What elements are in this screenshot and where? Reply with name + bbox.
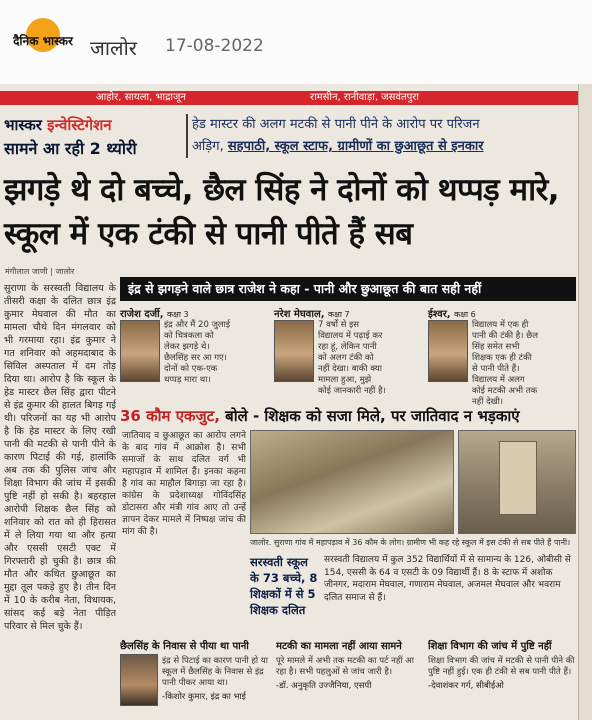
middle-column-body: जातिवाद व छुआछूत का आरोप लगने के बाद गांव में आक्रोश है। सभी समाजों के साथ दलित वर्ग भी महापड़ाव में शामिल हैं। इनका कहना है गांव का माहौल बिगाड़ा जा रहा है। कांग्रेस के प्रदेशाध्यक्ष गोविंदसिंह डोटासरा और मंत्री गांव आए तो उन्हें ज्ञापन देकर मामले में निष्पक्ष जांच की मांग की है। bbox=[122, 431, 246, 537]
bottom-col-sign: -डॉ. अनुकृति उज्जैनिया, एसपी bbox=[276, 681, 372, 691]
bottom-columns bbox=[120, 638, 576, 718]
kicker-line-2: सामने आ रही 2 थ्योरी bbox=[4, 139, 137, 158]
subheading-rest: बोले - शिक्षक को सजा मिले, पर जातिवाद न भड़काएं bbox=[225, 407, 520, 425]
area-strip-right: रामसीन, रानीवाड़ा, जसवंतपुरा bbox=[310, 92, 419, 103]
bottom-col-heading: मटकी का मामला नहीं आया सामने bbox=[276, 641, 402, 652]
bottom-col-1 bbox=[120, 638, 270, 718]
adjacent-page-edge bbox=[578, 84, 592, 720]
bottom-col-heading: शिक्षा विभाग की जांच में पुष्टि नहीं bbox=[428, 641, 552, 652]
quote-text: विद्यालय में एक ही पानी की टंकी है। छैल सिंह समेत सभी शिक्षक एक ही टंकी से पानी पीते हैं। विद्यालय में अलग कोई मटकी अभी तक नहीं देखी। bbox=[472, 320, 538, 407]
kicker-line-1 bbox=[4, 115, 112, 135]
bottom-col-body: शिक्षा विभाग की जांच में मटकी से पानी पीने की पुष्टि नहीं हुई। एक ही टंकी से सब पानी पीते हैं। bbox=[428, 656, 575, 677]
quote-ishwar bbox=[428, 306, 540, 407]
quote-band-heading: इंद्र से झगड़ने वाले छात्र राजेश ने कहा - पानी और छुआछूत की बात सही नहीं bbox=[120, 277, 576, 301]
area-strip-left: आहोर, सायला, भाद्राजून bbox=[96, 92, 186, 103]
kicker-brand: भास्कर bbox=[4, 116, 42, 134]
bottom-col-sign: -किशोर कुमार, इंद्र का भाई bbox=[162, 692, 246, 702]
quote-naresh bbox=[274, 306, 386, 404]
newspaper-page[interactable] bbox=[0, 84, 592, 720]
quote-rajesh bbox=[120, 306, 232, 404]
deck bbox=[192, 114, 572, 158]
photo-caption: जालोर. सुराणा गांव में महापड़ाव में 36 कौम के लोग। ग्रामीण भी कह रहे स्कूल में इस टंकी से सब पीते हैं पानी। bbox=[250, 538, 571, 547]
student-photo bbox=[274, 320, 314, 382]
student-photo bbox=[428, 320, 468, 382]
bottom-col-sign: -देवाशंकर गर्ग, सीबीईओ bbox=[428, 681, 504, 691]
water-tank-photo bbox=[458, 430, 576, 534]
bottom-col-text bbox=[162, 656, 270, 702]
deck-line-2-b: सहपाठी, स्कूल स्टाफ, ग्रामीणों का छुआछूत से इनकार bbox=[227, 139, 484, 154]
deck-line-1: हेड मास्टर की अलग मटकी से पानी पीने के आरोप पर परिजन bbox=[192, 117, 480, 132]
quote-text: इंद्र और मैं 20 जुलाई को चित्रकला को लेकर झगड़े थे। छैलसिंह सर आ गए। दोनों को एक-एक थप्पड़ मारा था। bbox=[164, 320, 231, 385]
edition-city[interactable]: जालोर bbox=[90, 36, 137, 60]
subheading-red: 36 कौम एकजुट, bbox=[120, 407, 220, 425]
deck-line-2 bbox=[192, 136, 572, 158]
byline: मंगीलाल जाणी | जालोर bbox=[5, 267, 75, 276]
stat-body: सरस्वती विद्यालय में कुल 352 विद्यार्थियों में से सामान्य के 126, ओबीसी से 154, एससी के 64 व एसटी के 09 विद्यार्थी हैं। 8 के स्टाफ में अशोक जीनगर, मदाराम मेघवाल, गणाराम मेघवाल, अजमल मेघवाल और भवराम दलित समाज से हैं। bbox=[324, 555, 571, 603]
logo-text: दैनिक भास्कर bbox=[13, 34, 73, 48]
divider bbox=[186, 114, 188, 158]
quote-text: 7 वर्षों से इस विद्यालय में पढ़ाई कर रहा हूं, लेकिन पानी को अलग टंकी को नहीं देखा। बाकी क्या मामला हुआ, मुझे कोई जानकारी नहीं है। bbox=[318, 320, 386, 396]
student-photo bbox=[120, 320, 160, 382]
app-header bbox=[0, 0, 592, 84]
tank-door bbox=[499, 441, 537, 515]
stat-heading: सरस्वती स्कूल के 73 बच्चे, 8 शिक्षकों में से 5 शिक्षक दलित bbox=[250, 555, 318, 617]
bottom-col-3 bbox=[428, 638, 576, 718]
bottom-col-heading: छैलसिंह के निवास से पीया था पानी bbox=[120, 641, 249, 652]
bhaskar-logo[interactable] bbox=[12, 18, 74, 68]
quote-name: नरेश मेघवाल, कक्षा 7 bbox=[274, 309, 350, 320]
bottom-col-body: पूरे मामले में अभी तक मटकी का पर्ट नहीं आ रहा है। सभी पहलुओं से जांच जारी है। bbox=[276, 656, 414, 677]
edition-date[interactable]: 17-08-2022 bbox=[165, 36, 264, 56]
headline: झगड़े थे दो बच्चे, छैल सिंह ने दोनों को थप्पड़ मारे, स्कूल में एक टंकी से पानी पीते हैं सब bbox=[4, 172, 560, 252]
area-strip bbox=[0, 91, 592, 105]
quote-name: ईश्वर, कक्षा 6 bbox=[428, 309, 476, 320]
kicker-investigation: इन्वेस्टिगेशन bbox=[47, 116, 112, 134]
subheading bbox=[120, 406, 576, 426]
bottom-col-body: इंद्र से पिटाई का कारण पानी हो या स्कूल में छैलसिंह के निवास से इंद्र पानी पीकर आया था। bbox=[162, 656, 268, 688]
quote-name: राजेश दर्जी, कक्षा 3 bbox=[120, 309, 189, 320]
crowd-photo bbox=[250, 430, 454, 534]
left-column-body: सुराणा के सरस्वती विद्यालय के तीसरी कक्षा के दलित छात्र इंद्र कुमार मेघवाल की मौत का मामला चौथे दिन मंगलवार को भी गरमाया रहा। इंद्र कुमार ने गत शनिवार को अहमदाबाद के सिविल अस्पताल में दम तोड़ दिया था। आरोप है कि स्कूल के हेड मास्टर छैल सिंह द्वारा पीटने से इंद्र कुमार की हालत बिगड़ गई थी। परिजनों का यह भी आरोप है कि हेड मास्टर के लिए रखी पानी की मटकी से पानी पीने के कारण पिटाई की गई, हालांकि अब तक की पुलिस जांच और शिक्षा विभाग की जांच में इसकी पुष्टि नहीं हो सकी है। बहरहाल आरोपी शिक्षक छैल सिंह को शनिवार को रात को ही हिरासत में ले लिया गया था और हत्या और एससी एसटी एक्ट में गिरफ्तारी हो चुकी है। छात्र की मौत और कथित छुआछूत का मुद्दा तूल पकड़े हुए है। तीन दिन में 10 के करीब नेता, विधायक, सांसद कई बड़े नेता पीड़ित परिवार से मिल चुके हैं। bbox=[4, 283, 116, 632]
kicker bbox=[0, 113, 186, 159]
bottom-col-2 bbox=[276, 638, 422, 718]
kishore-photo bbox=[120, 654, 158, 706]
deck-line-2-a: अड़िग, bbox=[192, 139, 224, 154]
